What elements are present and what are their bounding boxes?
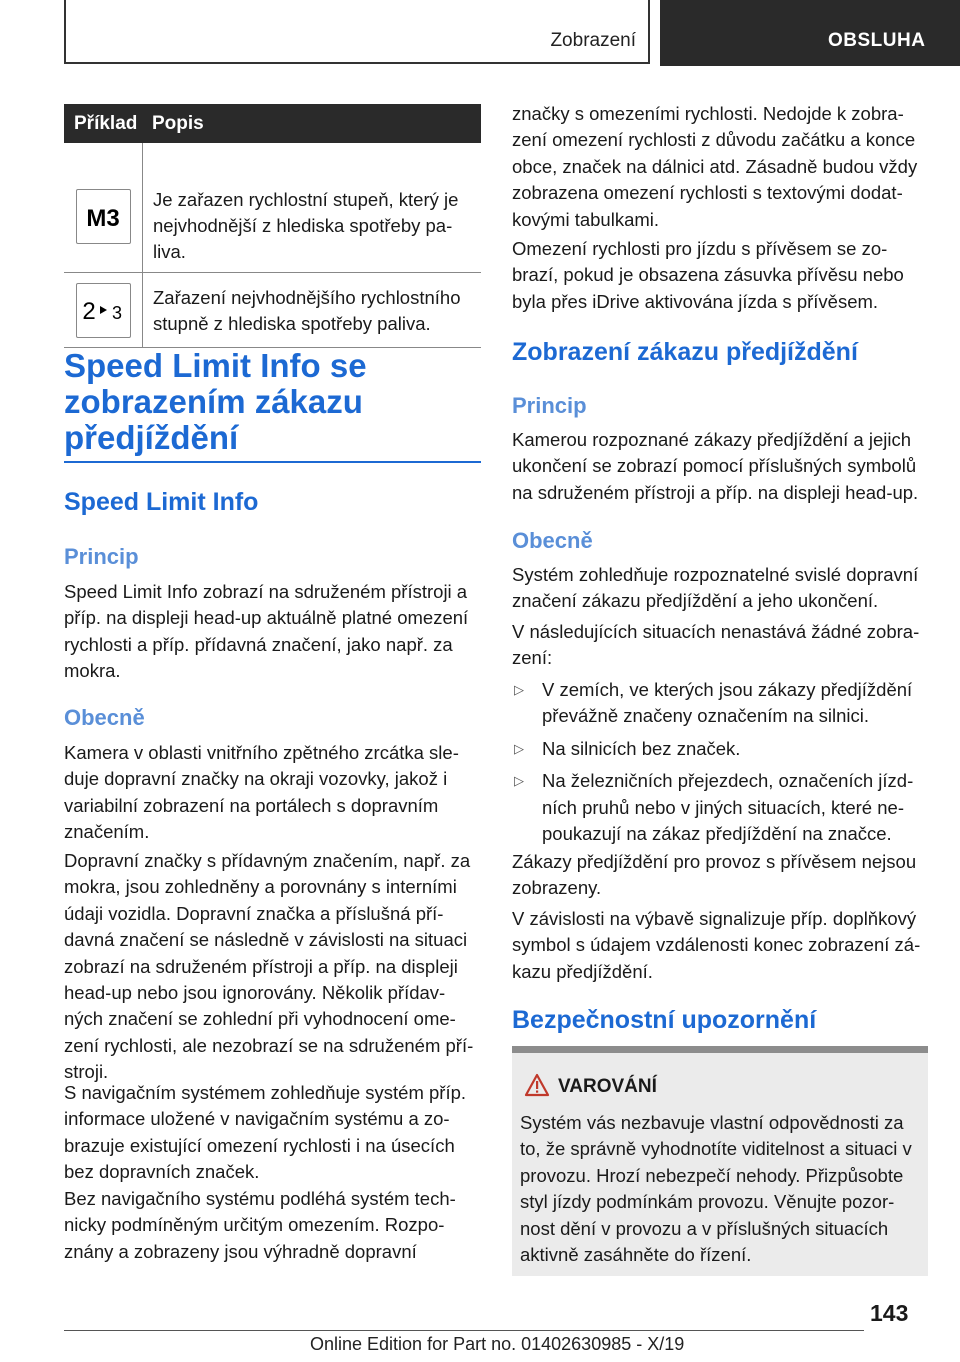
paragraph: Zákazy předjíždění pro provoz s přívěsem nejsou zobrazeny. (512, 851, 917, 899)
subheading-princip: Princip (64, 544, 139, 569)
paragraph: Systém zohledňuje rozpoznatelné svislé dopravní značení zákazu předjíždění a jeho ukončení. (512, 564, 919, 612)
page-number: 143 (870, 1300, 909, 1326)
header-section-title: Zobrazení (550, 30, 636, 51)
bullet-marker-icon: ▷ (514, 740, 524, 756)
gear-shift-2-3-icon (76, 283, 131, 338)
paragraph: V následujících situacích nenastává žádné zobra‐zení: (512, 621, 920, 669)
header-divider (648, 0, 650, 64)
bullet-list (512, 677, 928, 853)
table-header-description: Popis (152, 112, 204, 134)
list-item: ▷ V zemích, ve kterých jsou zákazy předjíždění převážně značeny označením na silnici. (514, 679, 913, 727)
table-row-text: Zařazení nejvhodnějšího rychlostního stupně z hlediska spotřeby paliva. (153, 287, 461, 334)
heading-rule (64, 461, 481, 463)
table-row (64, 273, 481, 348)
subheading-obecne: Obecně (64, 705, 145, 730)
chapter-heading: Speed Limit Info se zobrazením zákazu předjíždění (64, 347, 367, 456)
table-row-text: Je zařazen rychlostní stupeň, který je nejvhodnější z hlediska spotřeby pa‐liva. (153, 189, 459, 262)
svg-text:3: 3 (111, 303, 123, 323)
gear-m3-icon (76, 189, 131, 244)
paragraph: Kamerou rozpoznané zákazy předjíždění a jejich ukončení se zobrazí pomocí příslušných symbolů na sdruženém přístroji a příp. na displeji head-up. (512, 429, 919, 503)
section-heading-safety: Bezpečnostní upozornění (512, 1006, 817, 1034)
warning-box (512, 1046, 928, 1276)
footer-rule (64, 1330, 864, 1331)
gear-table (64, 104, 481, 348)
warning-bar (512, 1046, 928, 1053)
paragraph: Kamera v oblasti vnitřního zpětného zrcátka sle‐duje dopravní značky na okraji vozovky, jakož i variabilní zobrazení na portálech s dopravním značením. (64, 742, 459, 843)
bullet-marker-icon: ▷ (514, 682, 524, 697)
svg-text:M3: M3 (86, 204, 120, 232)
warning-triangle-icon (524, 1073, 550, 1102)
paragraph: značky s omezeními rychlosti. Nedojde k zobra‐zení omezení rychlosti z důvodu začátku a konce obce, značek na dálnici atd. Zásadně budou vždy zobrazena omezení rychlosti s textovými dodat‐kovými tabulkami. (512, 103, 918, 230)
table-header-example: Příklad (74, 112, 138, 134)
subheading-obecne: Obecně (512, 528, 593, 553)
table-row (64, 143, 481, 273)
subheading-princip: Princip (512, 393, 587, 418)
paragraph: Bez navigačního systému podléhá systém tech‐nicky podmíněným určitým omezením. Rozpo‐znány a zobrazeny jsou výhradně dopravní (64, 1188, 456, 1262)
paragraph: V závislosti na výbavě signalizuje příp. doplňkový symbol s údajem vzdálenosti konec zobrazení zá‐kazu předjíždění. (512, 908, 921, 982)
svg-text:2: 2 (82, 298, 96, 325)
paragraph: S navigačním systémem zohledňuje systém příp. informace uložené v navigačním systému a zo‐brazuje existující omezení rychlosti i na úsecích bez dopravních značek. (64, 1082, 467, 1183)
warning-title: VAROVÁNÍ (558, 1076, 657, 1097)
header-bottom-rule (64, 62, 650, 64)
bullet-marker-icon: ▷ (514, 773, 524, 789)
footer-edition: Online Edition for Part no. 01402630985 - X/19 (310, 1334, 685, 1354)
list-item: ▷ Na silnicích bez značek. (512, 736, 928, 762)
header-chapter-tab: OBSLUHA (660, 0, 960, 66)
section-heading-overtaking: Zobrazení zákazu předjíždění (512, 338, 858, 366)
paragraph: Speed Limit Info zobrazí na sdruženém přístroji a příp. na displeji head-up aktuálně platné omezení rychlosti a příp. přídavná značení, jako např. za mokra. (64, 581, 469, 682)
list-item: ▷ Na železničních přejezdech, označeních jízd‐ních pruhů nebo v jiných situacích, které ne‐poukazují na zákaz předjíždění na značce. (514, 770, 914, 845)
header-left-rule (64, 0, 66, 64)
section-heading-speed-limit-info: Speed Limit Info (64, 488, 259, 516)
paragraph: Omezení rychlosti pro jízdu s přívěsem se zo‐brazí, pokud je obsazena zásuvka přívěsu nebo byla přes iDrive aktivována jízda s přívěsem. (512, 238, 904, 312)
warning-text: Systém vás nezbavuje vlastní odpovědnosti za to, že správně vyhodnotíte viditelnost a situaci v provozu. Hrozí nebezpečí nehody. Přizpůsobte styl jízdy podmínkám provozu. Věnujte pozor‐nost dění v provozu a v příslušných situacích aktivně zasáhněte do řízení. (520, 1112, 912, 1266)
paragraph: Dopravní značky s přídavným značením, např. za mokra, jsou zohledněny a porovnány s interními údaji vozidla. Dopravní značka a příslušná pří‐davná značení se následně v závislosti na situaci zobrazí na sdruženém přístroji a příp. na displeji head-up nebo jsou ignorovány. Několik přídav‐ných značení se zohlední při vyhodnocení ome‐zení rychlosti, ale nezobrazí se na sdruženém pří‐stroji. (64, 850, 474, 1083)
table-header (64, 104, 481, 143)
